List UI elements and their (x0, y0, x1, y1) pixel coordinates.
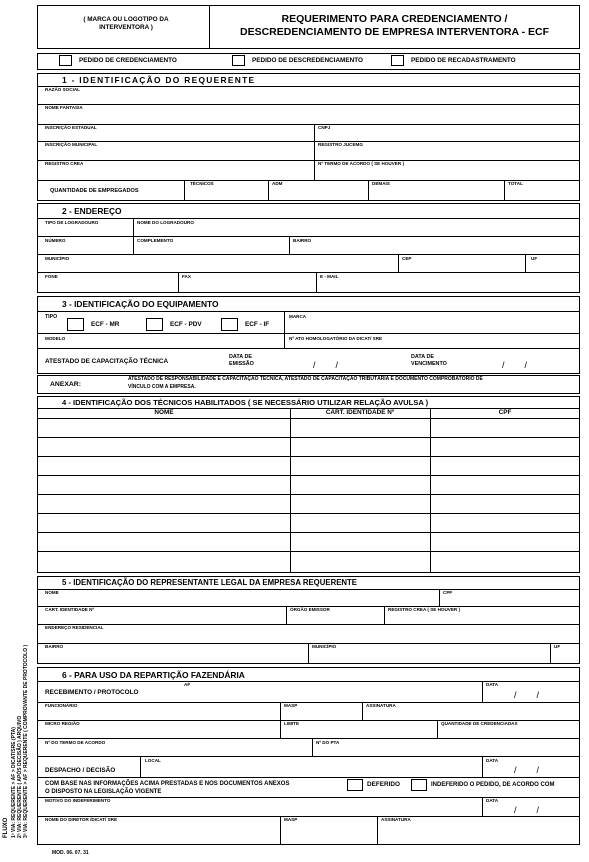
label-rep-bairro: BAIRRO (45, 644, 64, 649)
col-header-identidade: CART. IDENTIDADE Nº (325, 409, 395, 416)
label-anexar: ANEXAR: (50, 381, 81, 388)
s2-line (38, 272, 579, 273)
section1-box (37, 73, 580, 201)
label-data-vencimento-2: VENCIMENTO (411, 361, 447, 367)
s6-vline (312, 738, 313, 756)
s5-line (38, 624, 579, 625)
checkbox-credenciamento[interactable] (59, 55, 72, 66)
checkbox-deferido[interactable] (347, 779, 363, 791)
s6-line (38, 702, 579, 703)
anexar-text-line1: ATESTADO DE RESPONSABILIDADE E CAPACITAÇÃO TÉCNICA, ATESTADO DE CAPACITAÇÃO TRIBUTÁRIA E DOCUMENTO COMPROBATÓRIO DE (128, 376, 483, 382)
s2-vline (525, 254, 526, 272)
label-local: LOCAL (145, 758, 161, 763)
s2-vline (289, 236, 290, 254)
date-slashes-recebimento: / / (514, 690, 540, 700)
label-cnpj: CNPJ (318, 125, 331, 130)
label-rep-nome: NOME (45, 590, 59, 595)
section5-title: 5 - IDENTIFICAÇÃO DO REPRESENTANTE LEGAL DA EMPRESA REQUERENTE (62, 578, 358, 587)
s5-vline (286, 606, 287, 624)
s2-vline (316, 272, 317, 292)
label-ecf-mr: ECF - MR (91, 321, 120, 328)
s1-line (38, 160, 579, 161)
label-rep-uf: UF (554, 644, 561, 649)
s4-row (38, 456, 579, 457)
label-assinatura: ASSINATURA (366, 703, 396, 708)
s2-vline (178, 272, 179, 292)
label-rep-crea: REGISTRO CREA ( SE HOUVER ) (388, 607, 461, 612)
label-descredenciamento: PEDIDO DE DESCREDENCIAMENTO (252, 57, 364, 64)
label-municipio: MUNICÍPIO (45, 256, 70, 261)
s4-row (38, 475, 579, 476)
s6-line (38, 816, 579, 817)
s4-col (290, 408, 291, 573)
s5-vline (439, 589, 440, 606)
fluxo-via3: 3ª VIA: REQUERENTE > AF > REQUERENTE ( COMPROVANTE DE PROTOCOLO ) (23, 644, 29, 838)
date-slashes-despacho: / / (514, 765, 540, 775)
com-base-line2: O DISPOSTO NA LEGISLAÇÃO VIGENTE (45, 789, 162, 795)
fluxo-via2: 2ª VIA: REQUERENTE ( APÓS DECISÃO ) ARQUIVO (17, 715, 23, 838)
label-credenciamento: PEDIDO DE CREDENCIAMENTO (79, 57, 177, 64)
label-marca: MARCA (289, 314, 307, 319)
label-micro-regiao: MICRO REGIÃO (45, 721, 80, 726)
s2-vline (398, 254, 399, 272)
s5-vline (550, 643, 551, 663)
label-qtd-credenciadas: QUANTIDADE DE CREDENCIADAS (441, 721, 518, 726)
s2-line (38, 218, 579, 219)
fluxo-label: FLUXO (3, 817, 9, 838)
label-razao-social: RAZÃO SOCIAL (45, 87, 80, 92)
checkbox-ecf-if[interactable] (221, 318, 238, 331)
s2-vline (133, 218, 134, 236)
logo-placeholder-line1: ( MARCA OU LOGOTIPO DA (83, 16, 169, 23)
fluxo-via1: 1ª VIA: REQUERENTE > AF > DICAT/SRE (PTA) (11, 727, 17, 838)
checkbox-recadastramento[interactable] (391, 55, 404, 66)
s4-line (38, 408, 579, 409)
header-divider (209, 6, 210, 48)
s6-line (38, 738, 579, 739)
label-data-emissao-2: EMISSÃO (229, 361, 254, 367)
label-fax: FAX (182, 274, 191, 279)
date-slashes-vencimento: / / (502, 360, 528, 370)
label-af: AF (184, 682, 191, 687)
label-nome-fantasia: NOME FANTASIA (45, 105, 83, 110)
s6-line (38, 756, 579, 757)
section1-title: 1 - IDENTIFICAÇÃO DO REQUERENTE (62, 75, 256, 85)
label-nome-logradouro: NOME DO LOGRADOURO (137, 220, 194, 225)
anexar-text-line2: VÍNCULO COM A EMPRESA. (128, 384, 196, 390)
checkbox-ecf-mr[interactable] (67, 318, 84, 331)
date-slashes-motivo: / / (514, 805, 540, 815)
s6-vline (362, 702, 363, 720)
col-header-cpf: CPF (498, 409, 512, 416)
label-deferido: DEFERIDO (367, 781, 401, 788)
date-slashes-emissao: / / (313, 360, 339, 370)
label-data-emissao-1: DATA DE (229, 354, 252, 360)
label-data-recebimento: DATA (486, 682, 499, 687)
label-limite: LIMITE (284, 721, 300, 726)
label-data-motivo: DATA (486, 798, 499, 803)
label-registro-jucemg: REGISTRO JUCEMG (318, 142, 363, 147)
label-data-vencimento-1: DATA DE (411, 354, 434, 360)
s1-line (38, 104, 579, 105)
label-funcionario: FUNCIONÁRIO (45, 703, 78, 708)
label-indeferido: INDEFERIDO O PEDIDO, DE ACORDO COM (431, 782, 555, 788)
label-uf: UF (531, 256, 538, 261)
s1-vline (504, 180, 505, 200)
form-title-line2: DESCREDENCIAMENTO DE EMPRESA INTERVENTORA - ECF (239, 26, 549, 38)
s6-vline (482, 756, 483, 777)
label-termo-acordo: Nº TERMO DE ACORDO ( SE HOUVER ) (318, 161, 404, 166)
label-fone: FONE (45, 274, 58, 279)
label-rep-identidade: CART. IDENTIDADE Nº (45, 607, 95, 612)
label-masp-diretor: MASP (284, 817, 298, 822)
s4-row (38, 551, 579, 552)
label-assinatura-diretor: ASSINATURA (381, 817, 411, 822)
s2-line (38, 254, 579, 255)
s6-vline (377, 816, 378, 844)
checkbox-indeferido[interactable] (411, 779, 427, 791)
label-ecf-pdv: ECF - PDV (170, 321, 202, 328)
label-numero: NÚMERO (45, 238, 66, 243)
label-rep-cpf: CPF (443, 590, 453, 595)
s1-vline (268, 180, 269, 200)
label-rep-endereco: ENDEREÇO RESIDENCIAL (45, 625, 104, 630)
label-modelo: MODELO (45, 336, 66, 341)
label-ecf-if: ECF - IF (245, 321, 270, 328)
s4-row (38, 513, 579, 514)
s6-line (38, 777, 579, 778)
label-pta: Nº DO PTA (316, 740, 340, 745)
s1-line (38, 180, 579, 181)
logo-placeholder-line2: INTERVENTORA ) (99, 24, 153, 31)
s1-vline (368, 180, 369, 200)
checkbox-ecf-pdv[interactable] (146, 318, 163, 331)
s1-line (38, 124, 579, 125)
form-title-line1: REQUERIMENTO PARA CREDENCIAMENTO / (281, 13, 508, 25)
label-registro-crea: REGISTRO CREA (45, 161, 84, 166)
label-complemento: COMPLEMENTO (137, 238, 174, 243)
label-tipo: TIPO (45, 314, 58, 320)
label-cep: CEP (402, 256, 412, 261)
com-base-line1: COM BASE NAS INFORMAÇÕES ACIMA PRESTADAS E NOS DOCUMENTOS ANEXOS (45, 781, 290, 787)
s2-vline (133, 236, 134, 254)
s3-line (38, 333, 579, 334)
s3-line (38, 311, 579, 312)
label-email: E - MAIL (320, 274, 339, 279)
s6-vline (437, 720, 438, 738)
s4-row (38, 418, 579, 419)
label-total: TOTAL (508, 181, 523, 186)
s6-vline (140, 756, 141, 777)
s1-vline (314, 124, 315, 181)
section6-title: 6 - PARA USO DA REPARTIÇÃO FAZENDÁRIA (62, 670, 245, 680)
form-code: MOD. 06. 07. 31 (52, 850, 89, 856)
label-rep-municipio: MUNICÍPIO (312, 644, 337, 649)
label-bairro: BAIRRO (293, 238, 312, 243)
s6-vline (482, 797, 483, 816)
s3-line (38, 348, 579, 349)
label-termo-acordo-rep: Nº DO TERMO DE ACORDO (45, 740, 106, 745)
s6-vline (482, 681, 483, 702)
label-rep-orgao: ÓRGÃO EMISSOR (290, 607, 330, 612)
label-data-despacho: DATA (486, 758, 499, 763)
label-tecnicos: TÉCNICOS (190, 181, 214, 186)
label-tipo-logradouro: TIPO DE LOGRADOURO (45, 220, 99, 225)
section4-box (37, 396, 580, 573)
label-quantidade-empregados: QUANTIDADE DE EMPREGADOS (50, 188, 139, 194)
s4-row (38, 532, 579, 533)
label-inscricao-estadual: INSCRIÇÃO ESTADUAL (45, 125, 97, 130)
s1-line (38, 141, 579, 142)
label-motivo: MOTIVO DO INDEFERIMENTO (45, 798, 111, 803)
s6-vline (280, 816, 281, 844)
col-header-nome: NOME (154, 409, 174, 416)
label-inscricao-municipal: INSCRIÇÃO MUNICIPAL (45, 142, 98, 147)
s4-col (430, 408, 431, 573)
label-recebimento: RECEBIMENTO / PROTOCOLO (45, 689, 139, 696)
label-ato-homologatorio: Nº ATO HOMOLOGATÓRIO DA DICAT/ SRE (289, 336, 383, 341)
s4-row (38, 437, 579, 438)
s4-row (38, 494, 579, 495)
s5-vline (384, 606, 385, 624)
section3-title: 3 - IDENTIFICAÇÃO DO EQUIPAMENTO (62, 299, 219, 309)
label-masp: MASP (284, 703, 298, 708)
section4-title: 4 - IDENTIFICAÇÃO DOS TÉCNICOS HABILITADOS ( SE NECESSÁRIO UTILIZAR RELAÇÃO AVULSA ) (62, 398, 429, 407)
label-adm: ADM (272, 181, 283, 186)
s2-line (38, 236, 579, 237)
s1-line (38, 86, 579, 87)
checkbox-descredenciamento[interactable] (232, 55, 245, 66)
label-demais: DEMAIS (372, 181, 390, 186)
s3-vline (284, 311, 285, 348)
s5-vline (308, 643, 309, 663)
section2-box (37, 203, 580, 293)
s1-vline (184, 180, 185, 200)
s5-line (38, 589, 579, 590)
label-atestado: ATESTADO DE CAPACITAÇÃO TÉCNICA (45, 358, 169, 365)
section2-title: 2 - ENDEREÇO (62, 206, 122, 216)
label-nome-diretor: NOME DO DIRETOR /DICAT/ SRE (45, 817, 118, 822)
label-recadastramento: PEDIDO DE RECADASTRAMENTO (411, 57, 516, 64)
label-despacho: DESPACHO / DECISÃO (45, 767, 116, 774)
